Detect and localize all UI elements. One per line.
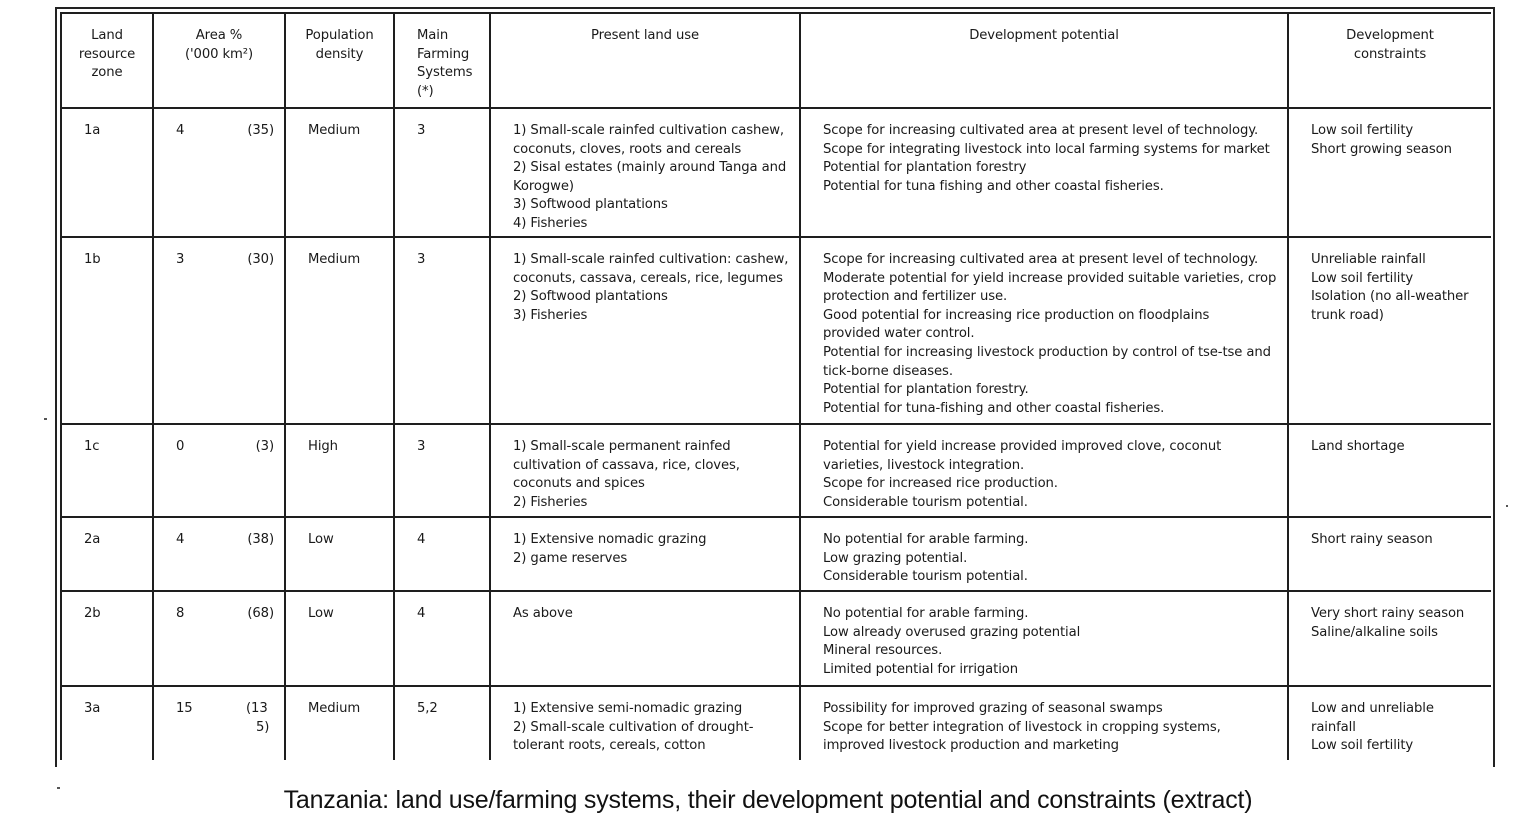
cell-farming-systems: 3 (394, 237, 490, 424)
cell-present-land-use (490, 686, 800, 760)
cell-line: As above (513, 606, 573, 621)
cell-development-potential (800, 517, 1288, 591)
table-row (61, 108, 1491, 237)
cell-line: Saline/alkaline soils (1311, 624, 1438, 640)
cell-line: Possibility for improved grazing of seasonal swamps (823, 701, 1163, 716)
cell-line: No potential for arable farming. (823, 532, 1029, 547)
cell-line: Limited potential for irrigation (823, 661, 1018, 677)
cell-line: Very short rainy season (1311, 606, 1465, 621)
cell-line: tick-borne diseases. (823, 363, 953, 379)
header-development-constraints (1288, 13, 1491, 108)
header-text: Development potential (969, 28, 1119, 43)
cell-line: 2) Softwood plantations (513, 289, 668, 305)
cell-development-constraints (1288, 424, 1491, 517)
cell-line: Potential for yield increase provided improved clove, coconut (823, 439, 1222, 454)
cell-line: Scope for increased rice production. (823, 476, 1058, 492)
cell-line: 2) Fisheries (513, 494, 588, 510)
area-km: (68) (247, 606, 274, 621)
cell-line: Short growing season (1311, 141, 1452, 157)
cell-development-constraints (1288, 591, 1491, 686)
cell-zone: 2b (61, 591, 153, 686)
header-area (153, 13, 285, 108)
cell-zone: 1b (61, 237, 153, 424)
cell-line: Short rainy season (1311, 532, 1433, 547)
cell-present-land-use (490, 424, 800, 517)
cell-farming-systems: 4 (394, 591, 490, 686)
cell-line: Korogwe) (513, 178, 574, 194)
cell-area (153, 517, 285, 591)
land-use-table (60, 12, 1491, 760)
area-percent: 4 (176, 123, 185, 138)
cell-population-density: Low (285, 517, 394, 591)
cell-line: protection and fertilizer use. (823, 289, 1008, 305)
cell-line: Scope for increasing cultivated area at present level of technology. (823, 123, 1259, 138)
cell-farming-systems: 4 (394, 517, 490, 591)
cell-line: Potential for tuna fishing and other coastal fisheries. (823, 178, 1164, 194)
cell-farming-systems: 3 (394, 424, 490, 517)
header-text: Land (91, 28, 123, 43)
cell-line: Moderate potential for yield increase provided suitable varieties, crop (823, 270, 1277, 286)
header-land-resource-zone (61, 13, 153, 108)
table-header-row (61, 13, 1491, 108)
cell-line: tolerant roots, cereals, cotton (513, 738, 706, 754)
table-row (61, 517, 1491, 591)
cell-line: cultivation of cassava, rice, cloves, (513, 457, 740, 473)
cell-line: varieties, livestock integration. (823, 457, 1025, 473)
cell-line: 1) Small-scale permanent rainfed (513, 439, 731, 454)
header-text: zone (91, 65, 123, 81)
header-text: ('000 km²) (184, 46, 254, 62)
area-km (246, 700, 274, 737)
cell-development-constraints (1288, 108, 1491, 237)
cell-line: Good potential for increasing rice production on floodplains (823, 307, 1210, 323)
area-percent: 8 (176, 606, 185, 621)
cell-line: Low grazing potential. (823, 550, 968, 566)
cell-line: Potential for plantation forestry. (823, 382, 1029, 398)
cell-line: 2) Sisal estates (mainly around Tanga and (513, 160, 787, 176)
cell-line: Low soil fertility (1311, 123, 1414, 138)
cell-development-potential (800, 591, 1288, 686)
cell-population-density: Medium (285, 108, 394, 237)
cell-area (153, 686, 285, 760)
cell-line: rainfall (1311, 719, 1356, 735)
cell-line: improved livestock production and marketing (823, 738, 1119, 754)
cell-line: 1) Extensive semi-nomadic grazing (513, 701, 743, 716)
area-km: (3) (255, 439, 274, 454)
header-text: Present land use (590, 28, 700, 43)
cell-line: Considerable tourism potential. (823, 494, 1028, 510)
table-row (61, 686, 1491, 760)
cell-line: 3) Fisheries (513, 307, 588, 323)
area-km: (30) (247, 252, 274, 267)
cell-line: 2) game reserves (513, 550, 628, 566)
cell-area (153, 237, 285, 424)
cell-line: Scope for increasing cultivated area at present level of technology. (823, 252, 1259, 267)
cell-line: 1) Small-scale rainfed cultivation: cashew, (513, 252, 789, 267)
cell-line: trunk road) (1311, 307, 1384, 323)
cell-present-land-use (490, 517, 800, 591)
cell-development-potential (800, 108, 1288, 237)
cell-development-constraints (1288, 517, 1491, 591)
cell-line: 1) Small-scale rainfed cultivation cashew, (513, 123, 785, 138)
table-container (60, 12, 1491, 760)
cell-population-density: Low (285, 591, 394, 686)
cell-present-land-use (490, 237, 800, 424)
cell-development-constraints (1288, 237, 1491, 424)
cell-line: provided water control. (823, 326, 975, 342)
cell-line: Low already overused grazing potential (823, 624, 1081, 640)
cell-present-land-use (490, 591, 800, 686)
header-population-density (285, 13, 394, 108)
cell-line: 2) Small-scale cultivation of drought- (513, 719, 754, 735)
header-present-land-use (490, 13, 800, 108)
cell-area (153, 591, 285, 686)
cell-line: Mineral resources. (823, 643, 943, 659)
cell-line: Considerable tourism potential. (823, 569, 1028, 585)
scan-speck (1506, 505, 1508, 507)
cell-line: 4) Fisheries (513, 215, 588, 231)
cell-line: Potential for plantation forestry (823, 160, 1027, 176)
header-development-potential (800, 13, 1288, 108)
cell-area (153, 424, 285, 517)
cell-zone: 1a (61, 108, 153, 237)
header-text: (*) (417, 83, 434, 99)
cell-population-density: Medium (285, 686, 394, 760)
cell-zone: 2a (61, 517, 153, 591)
cell-line: Potential for tuna-fishing and other coastal fisheries. (823, 400, 1165, 416)
header-text: Main (417, 28, 449, 43)
cell-line: coconuts, cassava, cereals, rice, legumes (513, 270, 783, 286)
area-km-line: 5) (256, 719, 270, 735)
cell-zone: 1c (61, 424, 153, 517)
header-text: Area % (195, 28, 243, 43)
cell-farming-systems: 3 (394, 108, 490, 237)
cell-line: No potential for arable farming. (823, 606, 1029, 621)
cell-farming-systems: 5,2 (394, 686, 490, 760)
area-km: (38) (247, 532, 274, 547)
cell-development-potential (800, 686, 1288, 760)
header-text: Systems (417, 65, 473, 81)
header-text: resource (78, 46, 136, 62)
table-row (61, 591, 1491, 686)
cell-line: Low soil fertility (1311, 738, 1414, 754)
scan-speck (44, 418, 47, 420)
area-km: (35) (247, 123, 274, 138)
area-km-line: (13 (246, 701, 268, 716)
cell-population-density: Medium (285, 237, 394, 424)
cell-development-potential (800, 424, 1288, 517)
cell-line: Low and unreliable (1311, 701, 1434, 716)
cell-line: Land shortage (1311, 439, 1405, 454)
cell-line: Unreliable rainfall (1311, 252, 1426, 267)
table-row (61, 424, 1491, 517)
area-percent: 4 (176, 532, 185, 547)
cell-line: coconuts, cloves, roots and cereals (513, 141, 742, 157)
area-percent: 15 (176, 701, 193, 716)
cell-area (153, 108, 285, 237)
header-text: density (315, 46, 364, 62)
cell-line: Low soil fertility (1311, 270, 1414, 286)
area-percent: 0 (176, 439, 185, 454)
cell-line: coconuts and spices (513, 476, 645, 492)
cell-development-potential (800, 237, 1288, 424)
area-percent: 3 (176, 252, 185, 267)
cell-line: Scope for integrating livestock into local farming systems for market (823, 141, 1270, 157)
header-text: Development (1346, 28, 1434, 43)
cell-zone: 3a (61, 686, 153, 760)
cell-population-density: High (285, 424, 394, 517)
cell-line: 1) Extensive nomadic grazing (513, 532, 707, 547)
cell-present-land-use (490, 108, 800, 237)
table-caption: Tanzania: land use/farming systems, their development potential and constraints (extract) (283, 786, 1253, 814)
cell-line: Potential for increasing livestock production by control of tse-tse and (823, 344, 1271, 360)
header-text: Population (305, 28, 374, 43)
cell-line: Scope for better integration of livestock in cropping systems, (823, 719, 1221, 735)
header-text: constraints (1353, 46, 1427, 62)
header-text: Farming (417, 46, 470, 62)
header-main-farming-systems (394, 13, 490, 108)
cell-line: Isolation (no all-weather (1311, 289, 1469, 305)
table-row (61, 237, 1491, 424)
cell-development-constraints (1288, 686, 1491, 760)
cell-line: 3) Softwood plantations (513, 197, 668, 213)
